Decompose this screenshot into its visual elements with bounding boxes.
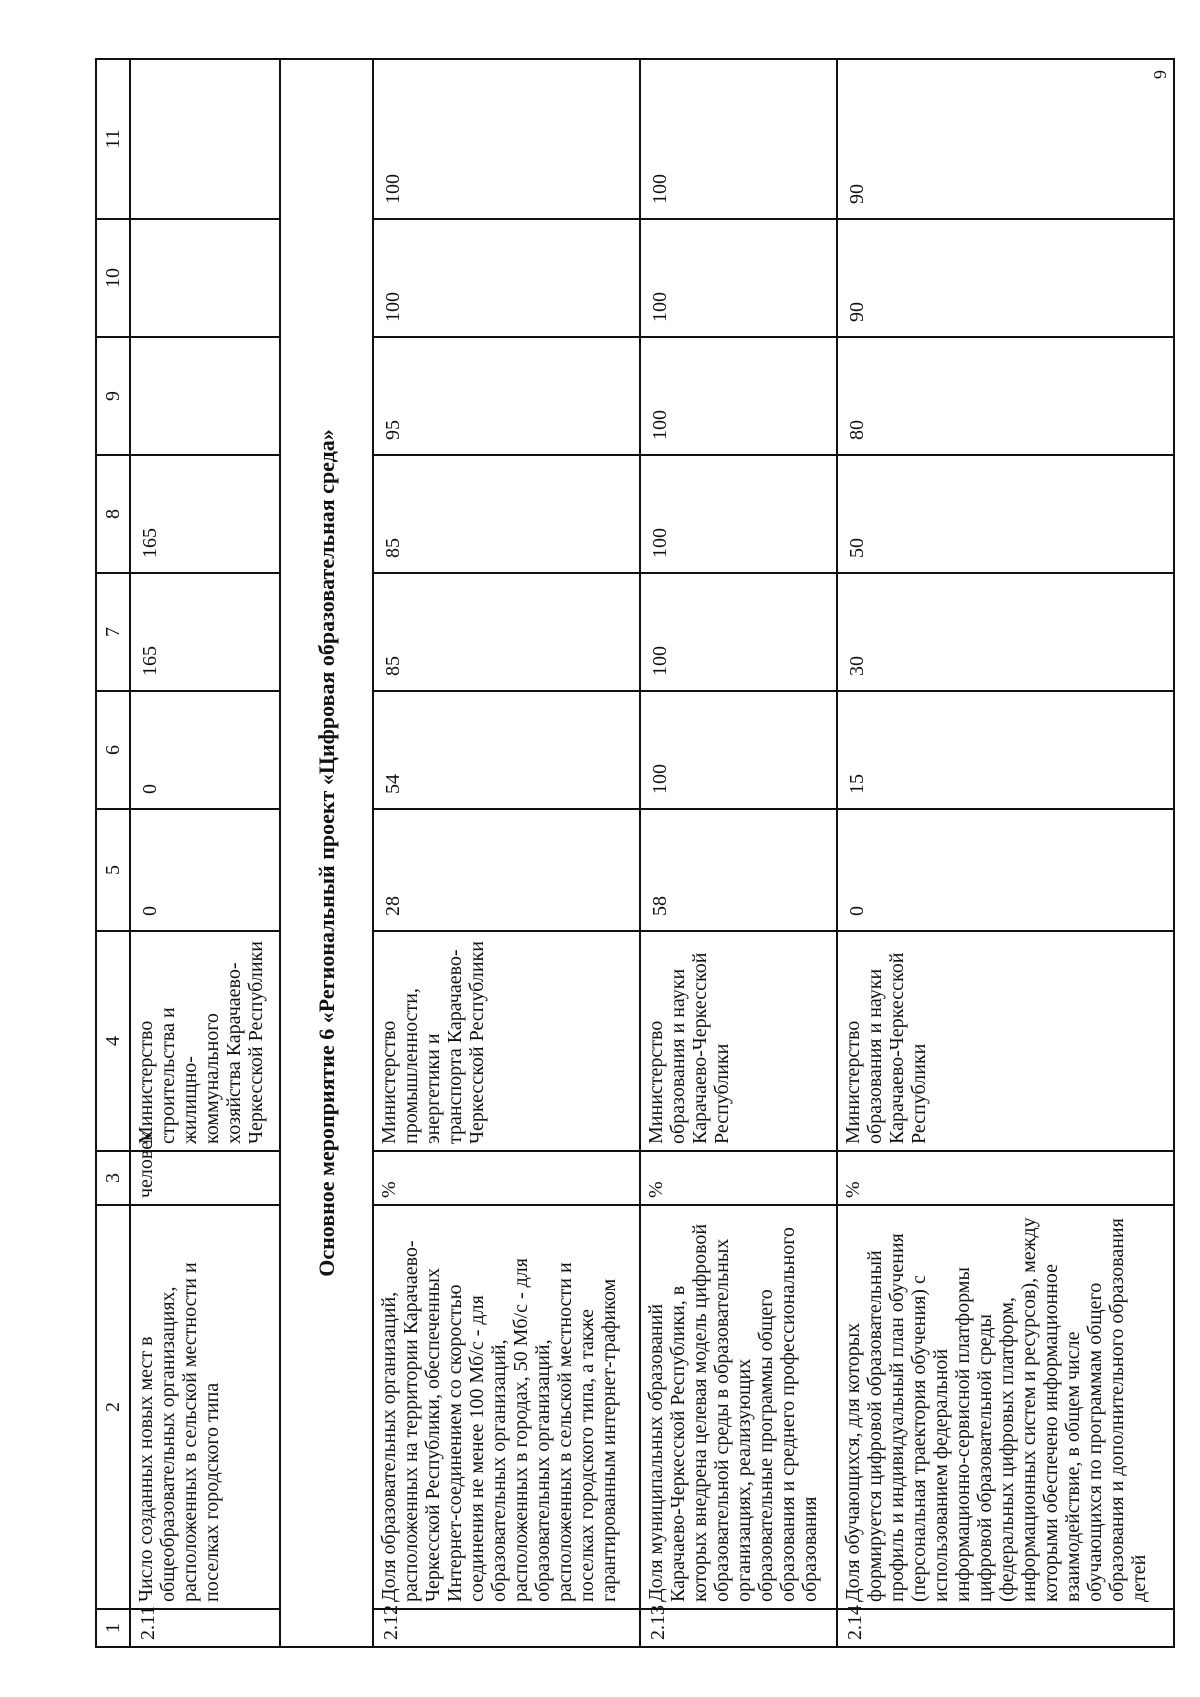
value-col-9: 95 (373, 337, 640, 455)
row-index: 2.12 (373, 1609, 640, 1647)
section-title: Основное мероприятие 6 «Региональный проект «Цифровая образовательная среда» (280, 59, 373, 1647)
value-col-5: 0 (837, 809, 1174, 931)
indicator-name: Число созданных новых мест в общеобразовательных организациях, расположенных в сельской местности и поселках городского типа (130, 1205, 280, 1609)
table-row (837, 59, 1174, 1647)
header-row (96, 59, 130, 1647)
unit: % (837, 1151, 1174, 1205)
header-cell-3: 3 (96, 1151, 130, 1205)
value-col-8: 85 (373, 455, 640, 573)
value-col-9: 80 (837, 337, 1174, 455)
unit: % (640, 1151, 837, 1205)
table-row (640, 59, 837, 1647)
value-col-8: 50 (837, 455, 1174, 573)
value-col-10: 100 (373, 219, 640, 337)
value-col-7: 165 (130, 573, 280, 691)
responsible-executor: Министерство промышленности, энергетики и транспорта Карачаево-Черкесской Республики (373, 931, 640, 1151)
responsible-executor: Министерство образования и науки Карачаево-Черкесской Республики (837, 931, 1174, 1151)
value-col-5: 0 (130, 809, 280, 931)
value-col-7: 100 (640, 573, 837, 691)
page-number: 6 (1150, 70, 1170, 79)
indicator-name: Доля образовательных организаций, расположенных на территории Карачаево-Черкесской Республики, обеспеченных Интернет-соединением со скоростью соединения не менее 100 Мб/с - для образовательных организаций, расположенных в городах, 50 Мб/с - для образовательных организаций, расположенных в сельской местности и поселках городского типа, а также гарантированным интернет-трафиком (373, 1205, 640, 1609)
header-cell-5: 5 (96, 809, 130, 931)
row-index: 2.13 (640, 1609, 837, 1647)
indicator-name: Доля муниципальных образований Карачаево-Черкесской Республики, в которых внедрена целевая модель цифровой образовательной среды в образовательных организациях, реализующих образовательные программы общего образования и среднего профессионального образования (640, 1205, 837, 1609)
table-row (373, 59, 640, 1647)
value-col-7: 30 (837, 573, 1174, 691)
value-col-10 (130, 219, 280, 337)
unit: человек (130, 1151, 280, 1205)
unit: % (373, 1151, 640, 1205)
responsible-executor: Министерство образования и науки Карачаево-Черкесской Республики (640, 931, 837, 1151)
table-row (130, 59, 280, 1647)
value-col-9 (130, 337, 280, 455)
value-col-11 (130, 59, 280, 219)
value-col-6: 0 (130, 691, 280, 809)
rotated-table-wrapper (95, 60, 1175, 1648)
value-col-11: 100 (640, 59, 837, 219)
value-col-11: 100 (373, 59, 640, 219)
value-col-6: 15 (837, 691, 1174, 809)
value-col-10: 90 (837, 219, 1174, 337)
value-col-9: 100 (640, 337, 837, 455)
header-cell-1: 1 (96, 1609, 130, 1647)
value-col-7: 85 (373, 573, 640, 691)
section-row (280, 59, 373, 1647)
responsible-executor: Министерство строительства и жилищно-коммунального хозяйства Карачаево-Черкесской Республики (130, 931, 280, 1151)
value-col-5: 28 (373, 809, 640, 931)
row-index: 2.14 (837, 1609, 1174, 1647)
indicators-table (95, 58, 1175, 1648)
header-cell-4: 4 (96, 931, 130, 1151)
header-cell-2: 2 (96, 1205, 130, 1609)
value-col-8: 165 (130, 455, 280, 573)
value-col-10: 100 (640, 219, 837, 337)
header-cell-8: 8 (96, 455, 130, 573)
header-cell-9: 9 (96, 337, 130, 455)
value-col-6: 54 (373, 691, 640, 809)
value-col-8: 100 (640, 455, 837, 573)
indicator-name: Доля обучающихся, для которых формируется цифровой образовательный профиль и индивидуальный план обучения (персональная траектория обучения) с использованием федеральной информационно-сервисной платформы цифровой образовательной среды (федеральных цифровых платформ, информационных систем и ресурсов), между которыми обеспечено информационное взаимодействие, в общем числе обучающихся по программам общего образования и дополнительного образования детей (837, 1205, 1174, 1609)
value-col-11: 90 (837, 59, 1174, 219)
header-cell-11: 11 (96, 59, 130, 219)
header-cell-6: 6 (96, 691, 130, 809)
header-cell-10: 10 (96, 219, 130, 337)
value-col-5: 58 (640, 809, 837, 931)
value-col-6: 100 (640, 691, 837, 809)
row-index: 2.11 (130, 1609, 280, 1647)
header-cell-7: 7 (96, 573, 130, 691)
